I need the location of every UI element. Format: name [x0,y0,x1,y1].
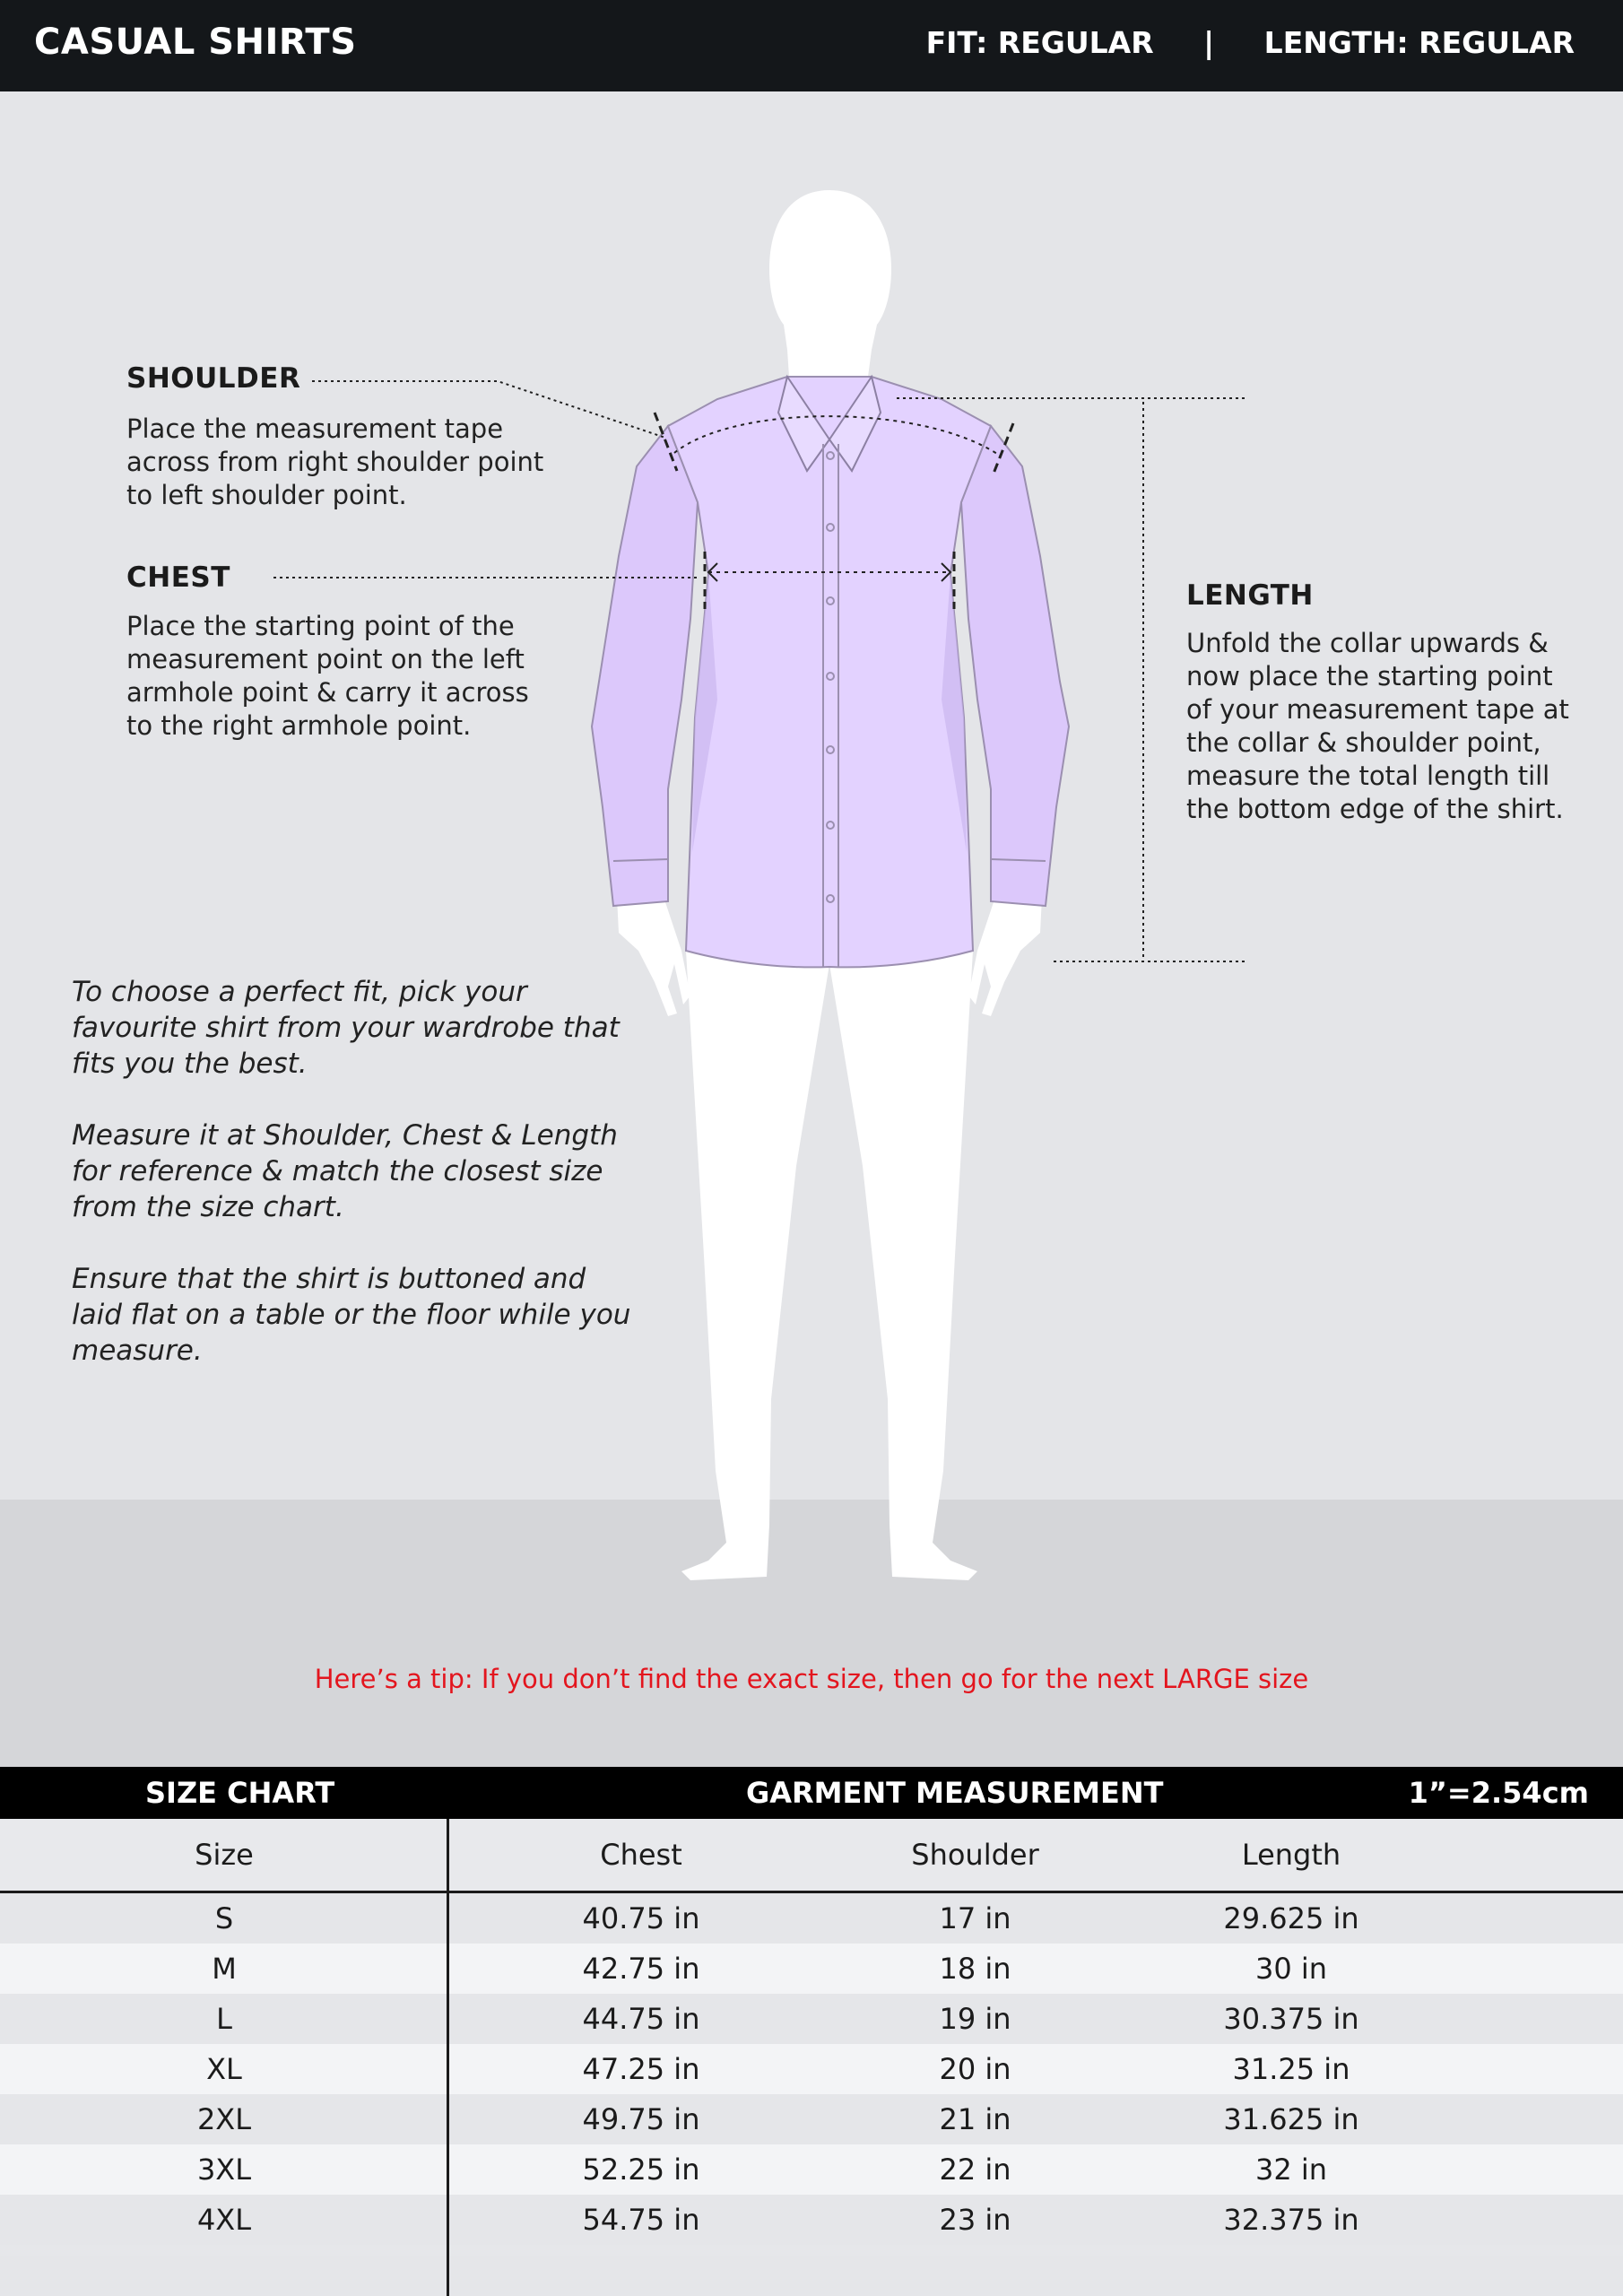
length-cell: 30.375 in [1223,2002,1359,2036]
advice-line: Ensure that the shirt is buttoned and [72,1263,586,1295]
column-header-chest: Chest [600,1838,682,1872]
length-description [1186,627,1569,826]
table-row [0,1893,1623,1944]
length-cell: 29.625 in [1223,1901,1359,1935]
length-line: now place the starting point [1186,661,1553,691]
size-tip: Here’s a tip: If you don’t find the exact size, then go for the next LARGE size [314,1664,1309,1694]
table-row [0,1994,1623,2044]
fit-separator: | [1203,25,1215,60]
chest-line: Place the starting point of the [126,611,515,641]
shoulder-cell: 18 in [939,1952,1011,1986]
advice-paragraph [72,1118,630,1225]
table-row [0,2144,1623,2195]
size-table [0,1819,1623,2245]
size-cell: L [216,2002,232,2036]
length-line: Unfold the collar upwards & [1186,628,1549,658]
table-row [0,2044,1623,2094]
shoulder-description [126,413,543,512]
shoulder-heading: SHOULDER [126,362,301,395]
chest-cell: 47.25 in [582,2052,700,2086]
length-cell: 32 in [1254,2152,1328,2187]
page-title: CASUAL SHIRTS [34,22,357,63]
length-line: the collar & shoulder point, [1186,727,1541,758]
size-cell: XL [206,2052,242,2086]
fit-advice [72,974,630,1405]
chest-line: measurement point on the left [126,644,525,674]
size-cell: M [212,1952,237,1986]
size-cell: 3XL [196,2152,252,2187]
advice-line: measure. [72,1335,203,1367]
chest-heading: CHEST [126,561,230,594]
advice-line: laid flat on a table or the floor while you [72,1299,631,1331]
size-cell: 4XL [196,2203,252,2237]
length-cell: 31.25 in [1232,2052,1350,2086]
table-footer-space [0,2256,1623,2296]
chest-cell: 40.75 in [582,1901,700,1935]
shoulder-cell: 23 in [939,2203,1011,2237]
column-header-shoulder: Shoulder [911,1838,1039,1872]
table-column-divider [447,1819,449,2296]
advice-line: for reference & match the closest size [72,1155,603,1187]
garment-measurement-title: GARMENT MEASUREMENT [746,1776,1164,1810]
shoulder-cell: 22 in [939,2152,1011,2187]
chest-cell: 54.75 in [582,2203,700,2237]
chest-description [126,610,529,743]
size-chart-title: SIZE CHART [145,1776,335,1810]
shoulder-cell: 21 in [939,2102,1011,2136]
advice-paragraph [72,974,630,1082]
table-row [0,2094,1623,2144]
advice-line: from the size chart. [72,1191,344,1223]
advice-line: fits you the best. [72,1048,308,1080]
advice-line: To choose a perfect fit, pick your [72,976,527,1008]
shoulder-cell: 17 in [939,1901,1011,1935]
length-line: measure the total length till [1186,761,1550,791]
length-line: the bottom edge of the shirt. [1186,794,1564,824]
table-row [0,2195,1623,2245]
advice-paragraph [72,1261,630,1369]
length-cell: 31.625 in [1223,2102,1359,2136]
column-header-length: Length [1241,1838,1341,1872]
length-heading: LENGTH [1186,579,1314,612]
advice-line: favourite shirt from your wardrobe that [72,1012,620,1044]
shoulder-line: to left shoulder point. [126,480,407,510]
unit-conversion: 1”=2.54cm [1408,1776,1589,1810]
length-line: of your measurement tape at [1186,694,1569,725]
shoulder-line: Place the measurement tape [126,413,504,444]
size-chart-bar [0,1767,1623,1819]
chest-line: to the right armhole point. [126,710,472,741]
chest-cell: 49.75 in [582,2102,700,2136]
shoulder-cell: 20 in [939,2052,1011,2086]
size-cell: 2XL [196,2102,252,2136]
column-header-size: Size [195,1838,254,1872]
advice-line: Measure it at Shoulder, Chest & Length [72,1119,618,1152]
chest-cell: 52.25 in [582,2152,700,2187]
chest-line: armhole point & carry it across [126,677,529,708]
chest-cell: 42.75 in [582,1952,700,1986]
shoulder-cell: 19 in [939,2002,1011,2036]
chest-cell: 44.75 in [582,2002,700,2036]
length-cell: 30 in [1254,1952,1328,1986]
table-row [0,1944,1623,1994]
shoulder-line: across from right shoulder point [126,447,544,477]
length-cell: 32.375 in [1223,2203,1359,2237]
size-cell: S [214,1901,234,1935]
length-label: LENGTH: REGULAR [1263,25,1575,60]
fit-label: FIT: REGULAR [925,25,1154,60]
table-header-row [0,1819,1623,1893]
